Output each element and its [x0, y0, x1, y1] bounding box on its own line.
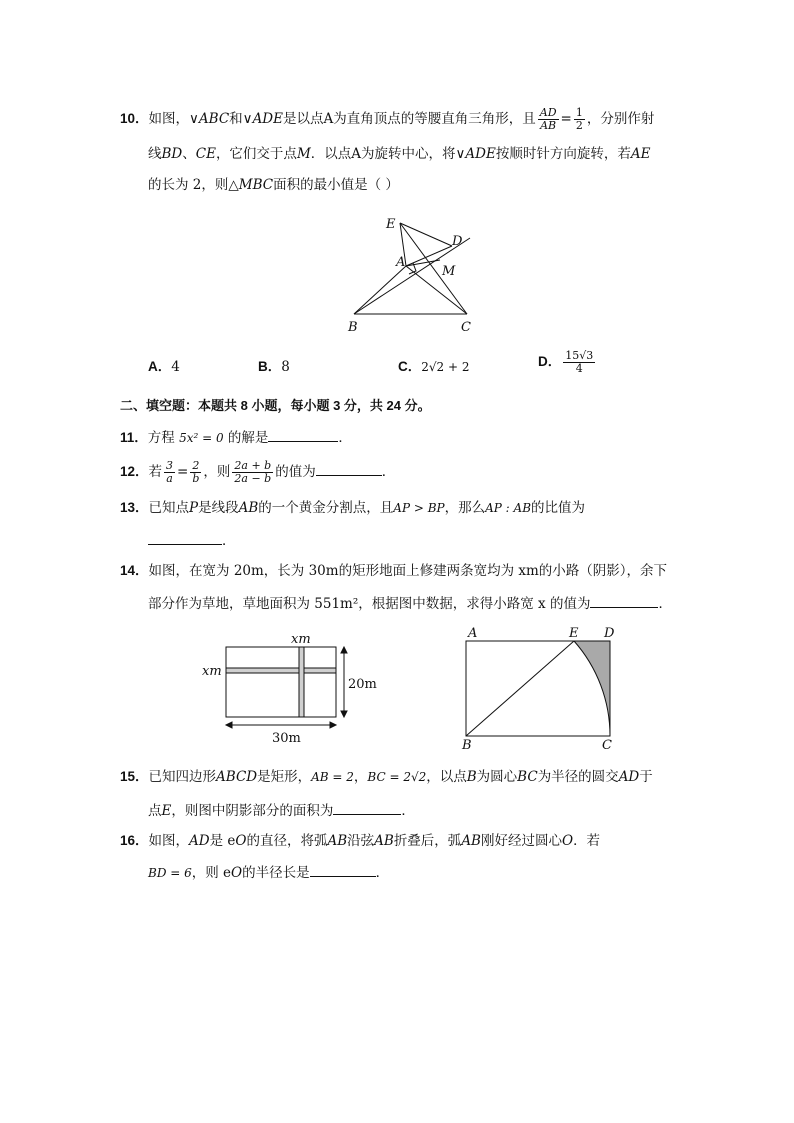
- q10-option-b[interactable]: B．8: [258, 359, 290, 375]
- q10-line2: 线BD、CE，它们交于点M．以点A为旋转中心，将∨ADE按顺时针方向旋转，若AE: [148, 146, 651, 162]
- q12-answer-blank[interactable]: [316, 461, 382, 476]
- q11: 11．方程 5x² = 0 的解是 ．: [120, 427, 352, 448]
- road-horizontal: [226, 668, 336, 673]
- q10-option-a[interactable]: A．4: [148, 359, 180, 375]
- segment-ed: [400, 223, 452, 246]
- label-a: A: [396, 255, 406, 270]
- fraction-ad-ab: $\frac{AD}{AB}$: [539, 106, 557, 132]
- label-b: B: [462, 738, 472, 752]
- q12: 12．若 $\frac{3}{a}$ = $\frac{2}{b}$ ，则 $\frac{2a + b}{2a - b}$ 的值为 ．: [120, 459, 396, 485]
- q10-line3: 的长为 2，则△MBC面积的最小值是（ ）: [148, 177, 399, 193]
- label-top-xm: xm: [291, 632, 311, 647]
- q14-answer-blank[interactable]: [590, 593, 658, 608]
- fraction-one-half: $\frac{1}{2}$: [575, 106, 583, 132]
- q14-line1: 14．如图，在宽为 20m，长为 30m的矩形地面上修建两条宽均为 xm的小路（阴影），余下: [120, 563, 668, 579]
- label-m: M: [442, 264, 456, 279]
- label-a: A: [468, 626, 478, 641]
- label-e: E: [569, 626, 579, 641]
- q16-answer-blank[interactable]: [310, 862, 376, 877]
- q14-figure: [200, 628, 385, 748]
- q15-figure: [458, 622, 628, 752]
- label-20m: 20m: [348, 677, 377, 692]
- segment-ba: [354, 266, 406, 314]
- section-2-heading: 二、填空题：本题共 8 小题，每小题 3 分，共 24 分。: [120, 398, 431, 413]
- label-c: C: [602, 738, 612, 752]
- label-left-xm: xm: [202, 664, 222, 679]
- q10-line1: 10．如图，∨ABC和∨ADE是以点A为直角顶点的等腰直角三角形，且 $\frac{AD}{AB}$ = $\frac{1}{2}$ ，分别作射: [120, 106, 655, 132]
- shaded-region: [574, 641, 610, 736]
- q10-option-c[interactable]: C．2√2 + 2: [398, 359, 470, 374]
- segment-am: [406, 260, 440, 266]
- segment-be: [466, 641, 574, 736]
- q13-line1: 13．已知点P是线段AB的一个黄金分割点，且AP > BP，那么AP : AB的比值为: [120, 500, 586, 516]
- q15-line1: 15．已知四边形ABCD是矩形，AB = 2，BC = 2√2，以点B为圆心BC为半径的圆交AD于: [120, 769, 653, 785]
- q10-figure: [340, 210, 490, 340]
- road-vertical: [299, 647, 304, 717]
- label-30m: 30m: [272, 731, 301, 746]
- label-e: E: [386, 217, 396, 232]
- q10-number: 10．: [120, 111, 149, 126]
- q15-answer-blank[interactable]: [333, 800, 401, 815]
- label-c: C: [461, 320, 471, 335]
- field-rect: [226, 647, 336, 717]
- q13-answer-blank[interactable]: [148, 530, 222, 545]
- q10-option-d[interactable]: D． $\frac{15√3}{4}$: [538, 349, 594, 375]
- label-d: D: [452, 234, 463, 249]
- q16-line2: BD = 6，则 eO的半径长是 ．: [148, 862, 389, 883]
- q15-line2: 点E，则图中阴影部分的面积为 ．: [148, 800, 415, 821]
- q16-line1: 16．如图，AD是 eO的直径，将弧AB沿弦AB折叠后，弧AB刚好经过圆心O．若: [120, 833, 601, 849]
- q13-line2: ．: [148, 530, 236, 551]
- label-d: D: [604, 626, 615, 641]
- label-b: B: [348, 320, 358, 335]
- q14-line2: 部分作为草地，草地面积为 551m²，根据图中数据，求得小路宽 x 的值为 ．: [148, 593, 672, 614]
- q11-answer-blank[interactable]: [268, 427, 338, 442]
